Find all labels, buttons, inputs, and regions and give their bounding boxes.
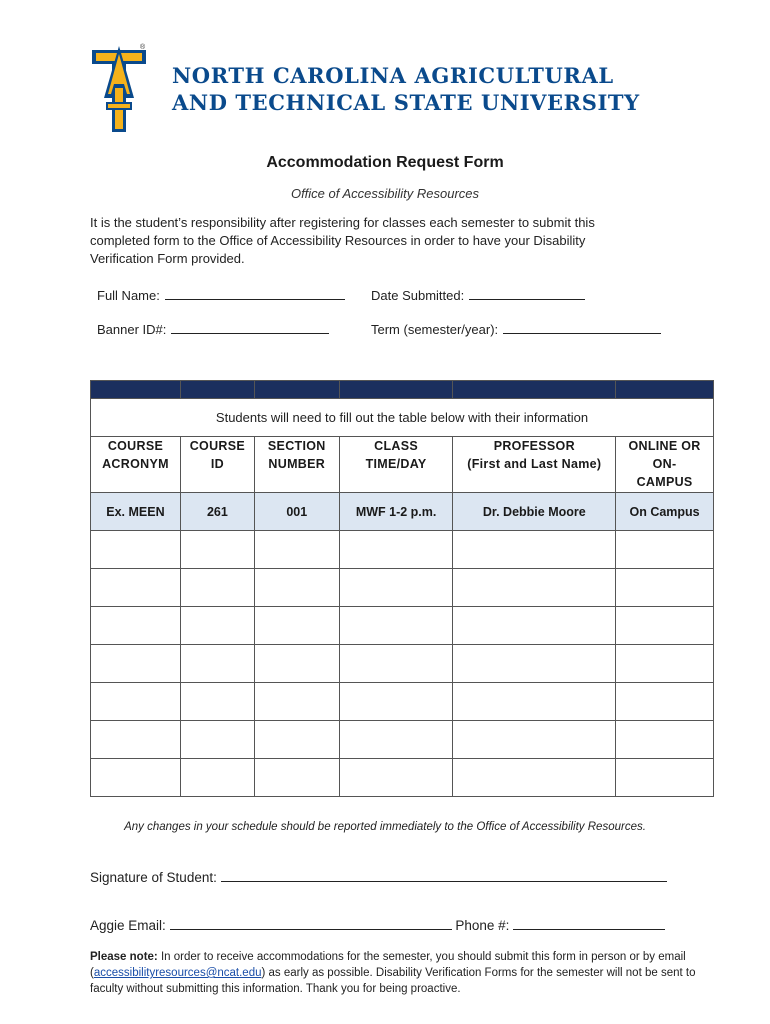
table-cell[interactable] (453, 645, 616, 683)
example-cell: On Campus (616, 493, 714, 531)
table-row (91, 607, 714, 645)
table-cell[interactable] (339, 721, 453, 759)
header-bar-cell (180, 381, 254, 399)
form-subtitle: Office of Accessibility Resources (290, 186, 480, 201)
column-header-line: SECTION (267, 439, 326, 453)
table-cell[interactable] (339, 569, 453, 607)
table-cell[interactable] (254, 607, 339, 645)
please-note-label: Please note: (90, 951, 158, 963)
column-header-line: COURSE (189, 439, 245, 453)
table-cell[interactable] (616, 759, 714, 797)
table-row (91, 645, 714, 683)
table-row (91, 683, 714, 721)
aggie-email-label: Aggie Email: (90, 918, 166, 933)
column-header (91, 437, 181, 493)
table-cell[interactable] (180, 607, 254, 645)
table-cell[interactable] (339, 683, 453, 721)
full-name-field[interactable] (97, 287, 345, 303)
column-header-line: NUMBER (268, 457, 326, 471)
header-bar-cell (339, 381, 453, 399)
email-link[interactable]: accessibilityresources@ncat.edu (93, 967, 262, 979)
column-header-line: ID (210, 457, 224, 471)
table-cell[interactable] (180, 645, 254, 683)
example-cell: Dr. Debbie Moore (453, 493, 616, 531)
course-schedule-table (90, 380, 714, 797)
table-cell[interactable] (254, 721, 339, 759)
table-row (91, 721, 714, 759)
table-cell[interactable] (91, 683, 181, 721)
date-submitted-line[interactable] (469, 287, 585, 300)
table-cell[interactable] (91, 569, 181, 607)
date-submitted-field[interactable] (371, 287, 585, 303)
table-cell[interactable] (453, 531, 616, 569)
table-cell[interactable] (616, 531, 714, 569)
table-cell[interactable] (180, 569, 254, 607)
signature-line[interactable] (221, 868, 667, 882)
column-header (254, 437, 339, 493)
column-header-line: CLASS (374, 439, 419, 453)
phone-line[interactable] (513, 916, 665, 930)
banner-id-line[interactable] (171, 321, 329, 334)
table-header-bar (91, 381, 714, 399)
table-cell[interactable] (91, 645, 181, 683)
signature-label: Signature of Student: (90, 870, 217, 885)
table-cell[interactable] (616, 569, 714, 607)
column-header (180, 437, 254, 493)
table-cell[interactable] (339, 759, 453, 797)
table-cell[interactable] (616, 721, 714, 759)
example-row (91, 493, 714, 531)
university-name (172, 62, 640, 116)
please-note-text-2: ) as early as possible. Disability Verification Forms for the semester will not be sent to faculty without submitting this information. Thank you for being proactive. (90, 967, 696, 995)
table-cell[interactable] (180, 531, 254, 569)
term-line[interactable] (503, 321, 661, 334)
term-field[interactable] (371, 321, 661, 337)
aggie-at-logo-icon (88, 42, 150, 134)
example-cell: MWF 1-2 p.m. (339, 493, 453, 531)
table-cell[interactable] (453, 759, 616, 797)
column-header-line: TIME/DAY (365, 457, 427, 471)
intro-paragraph: It is the student’s responsibility after registering for classes each semester to submit this completed form to the Office of Accessibility Resources in order to have your Disability Verification Form provided. (90, 215, 595, 266)
column-header-line: (First and Last Name) (467, 457, 602, 471)
table-cell[interactable] (453, 607, 616, 645)
table-cell[interactable] (254, 531, 339, 569)
term-label: Term (semester/year): (371, 322, 499, 337)
column-header-line: PROFESSOR (493, 439, 575, 453)
header-bar-cell (453, 381, 616, 399)
example-cell: 261 (180, 493, 254, 531)
table-cell[interactable] (91, 531, 181, 569)
phone-label: Phone #: (455, 918, 510, 933)
column-header (616, 437, 714, 493)
table-cell[interactable] (339, 531, 453, 569)
form-title: Accommodation Request Form (266, 154, 504, 171)
table-cell[interactable] (616, 645, 714, 683)
full-name-line[interactable] (165, 287, 345, 300)
header-bar-cell (616, 381, 714, 399)
full-name-label: Full Name: (97, 288, 160, 303)
column-header-row (91, 437, 714, 493)
banner-id-field[interactable] (97, 321, 329, 337)
table-cell[interactable] (180, 759, 254, 797)
schedule-changes-note: Any changes in your schedule should be reported immediately to the Office of Accessibility Resources. (124, 821, 646, 833)
table-cell[interactable] (91, 721, 181, 759)
table-cell[interactable] (254, 569, 339, 607)
registered-mark: ® (140, 44, 146, 51)
column-header (339, 437, 453, 493)
table-cell[interactable] (180, 683, 254, 721)
table-row (91, 569, 714, 607)
column-header-line: ON- (652, 457, 677, 471)
header-bar-cell (91, 381, 181, 399)
column-header-line: ONLINE OR (628, 439, 701, 453)
table-cell[interactable] (616, 607, 714, 645)
table-cell[interactable] (91, 607, 181, 645)
table-cell[interactable] (254, 759, 339, 797)
please-note-paragraph (90, 949, 730, 997)
empty-rows (91, 531, 714, 797)
table-cell[interactable] (254, 645, 339, 683)
column-header-line: COURSE (107, 439, 164, 453)
please-note-text-1: In order to receive accommodations for the semester, you should submit this form in person or by email ( (90, 951, 686, 979)
table-instruction-row (91, 399, 714, 437)
table-cell[interactable] (339, 607, 453, 645)
table-cell[interactable] (339, 645, 453, 683)
table-cell[interactable] (616, 683, 714, 721)
banner-id-label: Banner ID#: (97, 322, 167, 337)
column-header-line: CAMPUS (636, 475, 693, 489)
table-cell[interactable] (180, 721, 254, 759)
aggie-email-line[interactable] (170, 916, 452, 930)
table-instruction: Students will need to fill out the table below with their information (91, 399, 714, 437)
example-cell: Ex. MEEN (91, 493, 181, 531)
table-cell[interactable] (453, 721, 616, 759)
university-name-line2: AND TECHNICAL STATE UNIVERSITY (172, 90, 640, 115)
university-name-line1: NORTH CAROLINA AGRICULTURAL (172, 63, 614, 88)
table-cell[interactable] (453, 569, 616, 607)
table-cell[interactable] (91, 759, 181, 797)
table-cell[interactable] (453, 683, 616, 721)
signature-field[interactable] (90, 868, 667, 885)
example-cell: 001 (254, 493, 339, 531)
header-bar-cell (254, 381, 339, 399)
date-submitted-label: Date Submitted: (371, 288, 465, 303)
table-cell[interactable] (254, 683, 339, 721)
contact-fields (90, 916, 665, 933)
university-logo (88, 42, 688, 134)
column-header (453, 437, 616, 493)
table-row (91, 759, 714, 797)
column-header-line: ACRONYM (102, 457, 169, 471)
table-row (91, 531, 714, 569)
